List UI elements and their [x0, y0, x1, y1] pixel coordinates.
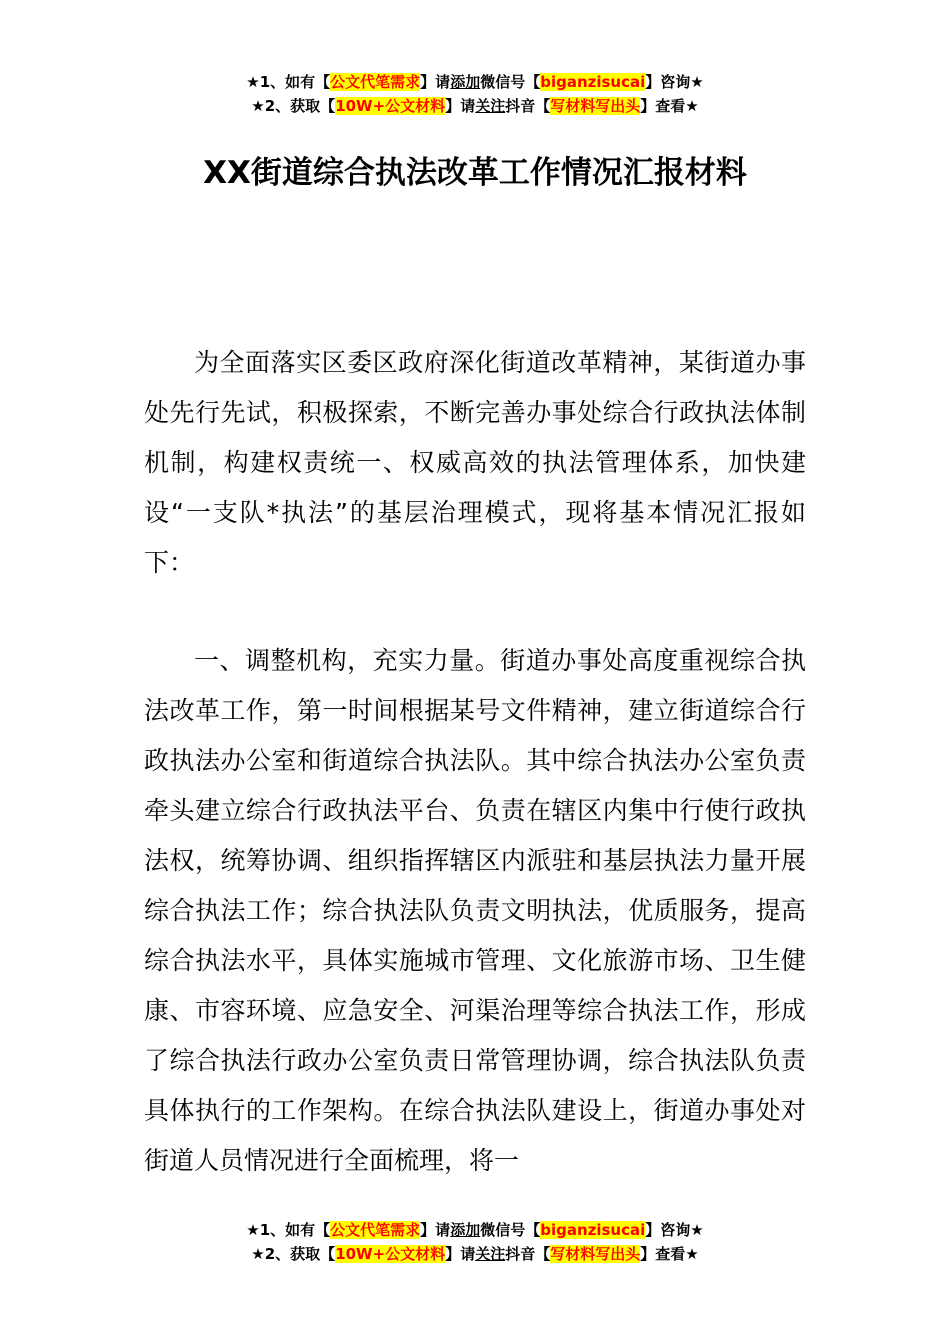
promo-highlight: biganzisucai	[540, 73, 646, 91]
promo-highlight: 写材料写出头	[550, 1245, 641, 1263]
body-paragraph: 一、调整机构，充实力量。街道办事处高度重视综合执法改革工作，第一时间根据某号文件精神，建立街道综合行政执法办公室和街道综合执法队。其中综合执法办公室负责牵头建立综合行政执法平台、负责在辖区内集中行使行政执法权，统筹协调、组织指挥辖区内派驻和基层执法力量开展综合执法工作；综合执法队负责文明执法，优质服务，提高综合执法水平，具体实施城市管理、文化旅游市场、卫生健康、市容环境、应急安全、河渠治理等综合执法工作，形成了综合执法行政办公室负责日常管理协调，综合执法队负责具体执行的工作架构。在综合执法队建设上，街道办事处对街道人员情况进行全面梳理，将一	[144, 646, 806, 1175]
promo-underlined: 关注	[475, 1245, 506, 1263]
promo-highlight: 10W+公文材料	[335, 1245, 446, 1263]
body-paragraph: 为全面落实区委区政府深化街道改革精神，某街道办事处先行先试，积极探索，不断完善办事处综合行政执法体制机制，构建权责统一、权威高效的执法管理体系，加快建设“一支队*执法”的基层治理模式，现将基本情况汇报如下：	[144, 348, 806, 577]
promo-highlight: biganzisucai	[540, 1221, 646, 1239]
document-title: XX街道综合执法改革工作情况汇报材料	[203, 155, 747, 191]
promo-line-1: ★1、如有【公文代笔需求】请添加微信号【biganzisucai】咨询★	[246, 1221, 704, 1239]
promo-highlight: 10W+公文材料	[335, 97, 446, 115]
promo-highlight: 写材料写出头	[550, 97, 641, 115]
promo-line-2: ★2、获取【10W+公文材料】请关注抖音【写材料写出头】查看★	[251, 97, 699, 115]
footer-promo	[0, 1218, 950, 1266]
promo-highlight: 公文代笔需求	[330, 1221, 421, 1239]
promo-underlined: 添加	[450, 1221, 481, 1239]
promo-underlined: 关注	[475, 97, 506, 115]
promo-underlined: 添加	[450, 73, 481, 91]
promo-highlight: 公文代笔需求	[330, 73, 421, 91]
promo-line-1: ★1、如有【公文代笔需求】请添加微信号【biganzisucai】咨询★	[246, 73, 704, 91]
header-promo	[0, 70, 950, 118]
promo-line-2: ★2、获取【10W+公文材料】请关注抖音【写材料写出头】查看★	[251, 1245, 699, 1263]
